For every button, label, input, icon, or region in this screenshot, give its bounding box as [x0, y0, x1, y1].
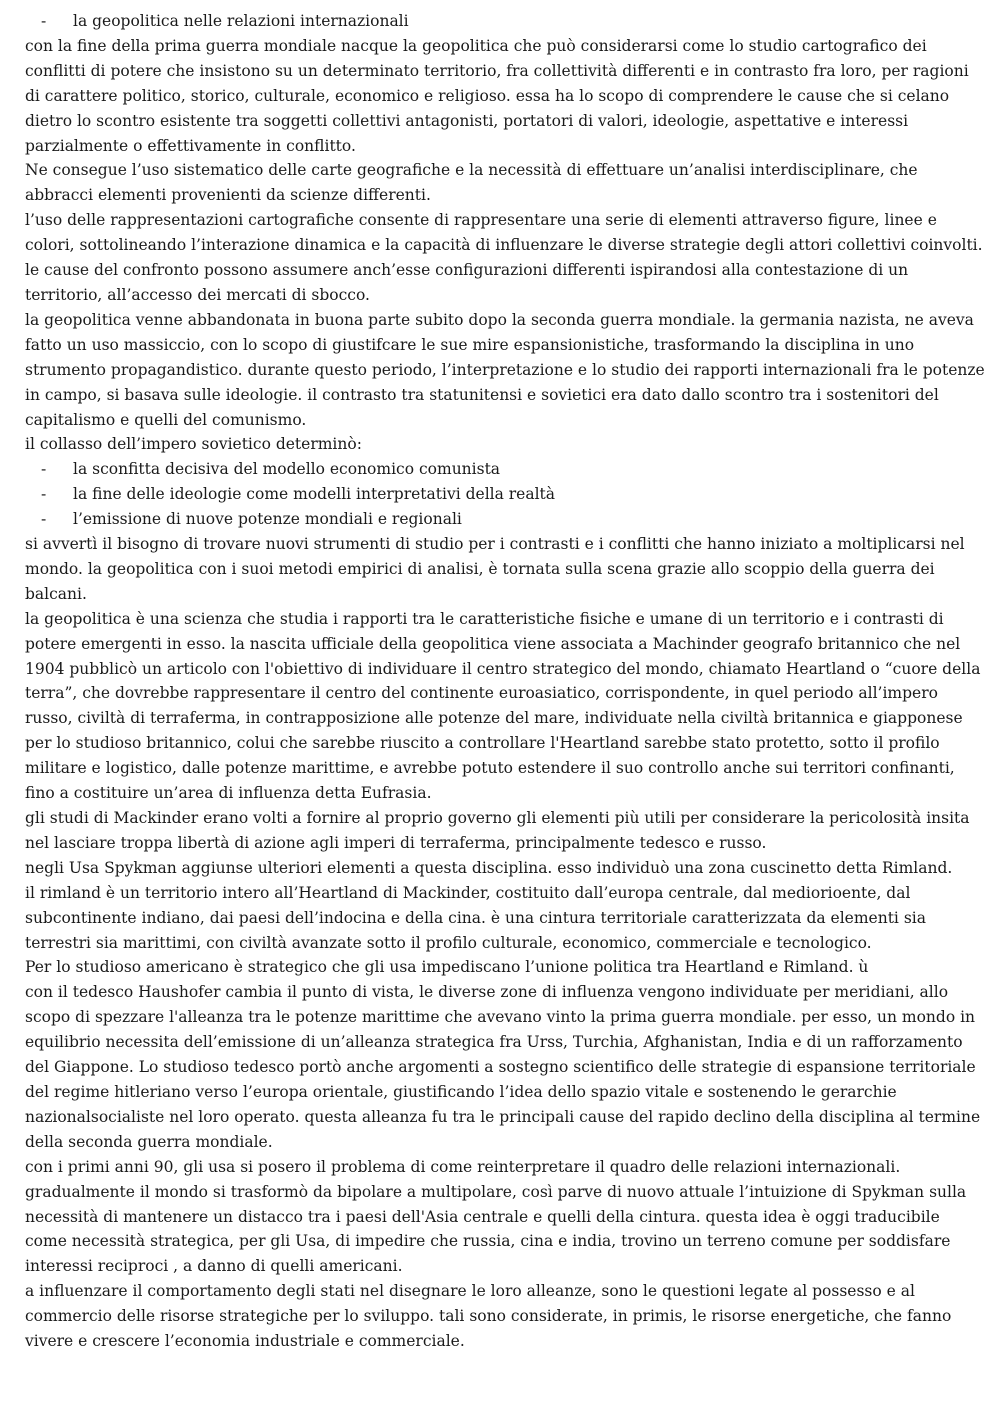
bullet-item — [25, 482, 985, 507]
paragraph: gli studi di Mackinder erano volti a fornire al proprio governo gli elementi più utili per considerare la pericolosità insita nel lasciare troppa libertà di azione agli imperi di terraferma, principalmente tedesco e russo. — [25, 809, 970, 852]
paragraph: con la fine della prima guerra mondiale nacque la geopolitica che può considerarsi come lo studio cartografico dei conflitti di potere che insistono su un determinato territorio, fra collettività differenti e in contrasto fra loro, per ragioni di carattere politico, storico, culturale, economico e religioso. essa ha lo scopo di comprendere le cause che si celano dietro lo scontro esistente tra soggetti collettivi antagonisti, portatori di valori, ideologie, aspettative e interessi parzialmente o effettivamente in conflitto. — [25, 36, 969, 155]
paragraph: la geopolitica è una scienza che studia i rapporti tra le caratteristiche fisiche e umane di un territorio e i contrasti di potere emergenti in esso. la nascita ufficiale della geopolitica viene associata a Machinder geografo britannico che nel 1904 pubblicò un articolo con l'obiettivo di individuare il centro strategico del mondo, chiamato Heartland o “cuore della terra”, che dovrebbe rappresentare il centro del continente euroasiatico, corrispondente, in quel periodo all’impero russo, civiltà di terraferma, in contrapposizione alle potenze del mare, individuate nella civiltà britannica e giapponese per lo studioso britannico, colui che sarebbe riuscito a controllare l'Heartland sarebbe stato protetto, sotto il profilo militare e logistico, dalle potenze marittime, e avrebbe potuto estendere il suo controllo anche sui territori confinanti, fino a costituire un’area di influenza detta Eufrasia. — [25, 609, 981, 803]
dash-bullet-icon: - — [41, 12, 47, 30]
bullet-text: la fine delle ideologie come modelli interpretativi della realtà — [73, 485, 556, 504]
bullet-item — [25, 9, 985, 34]
paragraph: il rimland è un territorio intero all’Heartland di Mackinder, costituito dall’europa centrale, dal mediorioente, dal subcontinente indiano, dai paesi dell’indocina e della cina. è una cintura territoriale caratterizzata da elementi sia terrestri sia marittimi, con civiltà avanzate sotto il profilo culturale, economico, commerciale e tecnologico. — [25, 883, 926, 952]
dash-bullet-icon: - — [41, 460, 47, 479]
paragraph: l’uso delle rappresentazioni cartografiche consente di rappresentare una serie di elementi attraverso figure, linee e colori, sottolineando l’interazione dinamica e la capacità di influenzare le diverse strategie degli attori collettivi coinvolti. — [25, 211, 983, 255]
bullet-item — [25, 507, 985, 532]
paragraph: a influenzare il comportamento degli stati nel disegnare le loro alleanze, sono le questioni legate al possesso e al commercio delle risorse strategiche per lo sviluppo. tali sono considerate, in primis, le risorse energetiche, che fanno vivere e crescere l’economia industriale e commerciale. — [25, 1282, 952, 1351]
dash-bullet-icon: - — [41, 510, 47, 529]
bullet-text: l’emissione di nuove potenze mondiali e regionali — [73, 510, 462, 529]
paragraph: Per lo studioso americano è strategico che gli usa impediscano l’unione politica tra Heartland e Rimland. ù — [25, 958, 869, 977]
paragraph: il collasso dell’impero sovietico determinò: — [25, 435, 362, 454]
paragraph: con i primi anni 90, gli usa si posero il problema di come reinterpretare il quadro delle relazioni internazionali. gradualmente il mondo si trasformò da bipolare a multipolare, così parve di nuovo attuale l’intuizione di Spykman sulla necessità di mantenere un distacco tra i paesi dell'Asia centrale e quelli della cintura. questa idea è oggi traducibile come necessità strategica, per gli Usa, di impedire che russia, cina e india, trovino un terreno comune per soddisfare interessi reciproci , a danno di quelli americani. — [25, 1157, 967, 1276]
paragraph: con il tedesco Haushofer cambia il punto di vista, le diverse zone di influenza vengono individuate per meridiani, allo scopo di spezzare l'alleanza tra le potenze marittime che avevano vinto la prima guerra mondiale. per esso, un mondo in equilibrio necessita dell’emissione di un’alleanza strategica fra Urss, Turchia, Afghanistan, India e di un rafforzamento del Giappone. Lo studioso tedesco portò anche argomenti a sostegno scientifico delle strategie di espansione territoriale del regime hitleriano verso l’europa orientale, giustificando l’idea dello spazio vitale e sostenendo le gerarchie nazionalsocialiste nel loro operato. questa alleanza fu tra le principali cause del rapido declino della disciplina al termine della seconda guerra mondiale. — [25, 983, 981, 1151]
bullet-text: la sconfitta decisiva del modello economico comunista — [73, 460, 501, 479]
paragraph: negli Usa Spykman aggiunse ulteriori elementi a questa disciplina. esso individuò una zona cuscinetto detta Rimland. — [25, 858, 953, 877]
paragraph: Ne consegue l’uso sistematico delle carte geografiche e la necessità di effettuare un’analisi interdisciplinare, che abbracci elementi provenienti da scienze differenti. — [25, 161, 918, 205]
paragraph: la geopolitica venne abbandonata in buona parte subito dopo la seconda guerra mondiale. la germania nazista, ne aveva fatto un uso massiccio, con lo scopo di giustifcare le sue mire espansionistiche, trasformando la disciplina in uno strumento propagandistico. durante questo periodo, l’interpretazione e lo studio dei rapporti internazionali fra le potenze in campo, si basava sulle ideologie. il contrasto tra statunitensi e sovietici era dato dallo scontro tra i sostenitori del capitalismo e quelli del comunismo. — [25, 310, 985, 429]
paragraph: si avvertì il bisogno di trovare nuovi strumenti di studio per i contrasti e i conflitti che hanno iniziato a moltiplicarsi nel mondo. la geopolitica con i suoi metodi empirici di analisi, è tornata sulla scena grazie allo scoppio della guerra dei balcani. — [25, 535, 965, 603]
paragraph: le cause del confronto possono assumere anch’esse configurazioni differenti ispirandosi alla contestazione di un territorio, all’accesso dei mercati di sbocco. — [25, 261, 909, 304]
dash-bullet-icon: - — [41, 485, 47, 504]
bullet-text: la geopolitica nelle relazioni internazionali — [73, 12, 409, 30]
document-page — [25, 9, 985, 1354]
bullet-item — [25, 457, 985, 482]
